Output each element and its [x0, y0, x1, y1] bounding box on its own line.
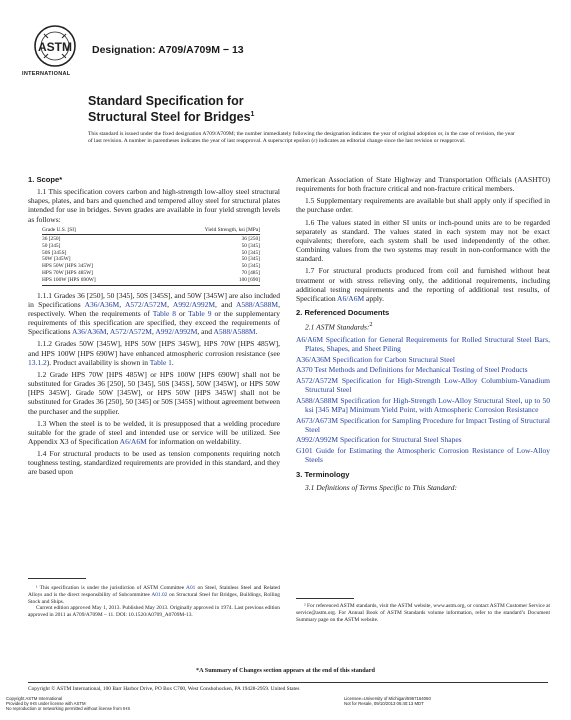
ref-code-link[interactable]: A370	[296, 365, 313, 375]
ref-link-a992[interactable]: A992/A992M	[172, 299, 216, 309]
grade-cell: HPS 50W [HPS 345W]	[42, 263, 93, 270]
ref-link-a6[interactable]: A6/A6M	[119, 437, 147, 446]
ref-link-a992[interactable]: A992/A992M	[155, 327, 198, 337]
logo-international-text: INTERNATIONAL	[22, 71, 71, 77]
reference-list	[296, 335, 550, 465]
scope-heading: 1. Scope*	[28, 175, 63, 184]
grade-cell: 50W [345W]	[42, 256, 71, 263]
list-item: A370 Test Methods and Definitions for Mechanical Testing of Steel Products	[296, 365, 528, 375]
paragraph-1-1: 1.1 This specification covers carbon and high-strength low-alloy steel structural shapes, plates, and bars and quenched and tempered alloy steel for structural plates intended for use in bridges. Seven grades are available in four yield strength levels as follows:	[28, 187, 280, 224]
license-right	[344, 696, 431, 706]
license-line: Not for Resale, 09/10/2013 06:40:13 MDT	[344, 701, 424, 707]
title-line-2	[88, 108, 448, 124]
copyright-line: Copyright © ASTM International, 100 Barr Harbor Drive, PO Box C700, West Conshohocken, PA 19428-2959. United States	[28, 682, 548, 692]
paragraph-1-7: 1.7 For structural products produced from coil and furnished without heat treatment or with stress relieving only, the additional requirements, including additional testing requirements and the reporting of additional test results, of Specification A6/A6M apply.	[296, 266, 550, 303]
yield-cell: 50 [345]	[241, 256, 260, 263]
terminology-heading: 3. Terminology	[296, 470, 350, 480]
title-footnote-mark: 1	[250, 111, 255, 118]
table-8-link[interactable]: Table 8	[152, 308, 177, 318]
yield-cell: 36 [250]	[241, 236, 260, 243]
table-row	[42, 243, 260, 250]
ref-link-a588[interactable]: A588/A588M	[236, 299, 279, 309]
license-line: Copyright ASTM International	[6, 696, 63, 701]
ref-code-link[interactable]: G101	[296, 446, 313, 456]
list-item: A36/A36M Specification for Carbon Structural Steel	[296, 354, 455, 364]
footnote-divider-left	[28, 578, 86, 579]
ref-code-link[interactable]: A673/A673M	[296, 415, 339, 425]
ref-code-link[interactable]: A992/A992M	[296, 435, 339, 445]
grades-col-grade: Grade U.S. [SI]	[42, 227, 149, 235]
ref-link-a36[interactable]: A36/A36M	[84, 299, 120, 309]
grade-cell: HPS 100W [HPS 690W]	[42, 277, 149, 285]
paragraph-1-1-1: 1.1.1 Grades 36 [250], 50 [345], 50S [345S], and 50W [345W] are also included in Specifications A36/A36M, A572/A572M, A992/A992M, and A588/A588M, respectively. When the requirements of Table 8 or Table 9 or the supplementary requirements of this specification are specified, they exceed the requirements of Specifications A36/A36M, A572/A572M, A992/A992M, and A588/A588M.	[28, 290, 280, 337]
list-item: A673/A673M Specification for Sampling Procedure for Impact Testing of Structural Steel	[296, 415, 550, 434]
list-item: G101 Guide for Estimating the Atmospheric Corrosion Resistance of Low-Alloy Steels	[296, 446, 550, 465]
footnote-2	[296, 603, 550, 623]
title-line-2-text: Structural Steel for Bridges	[88, 110, 251, 125]
yield-cell: 70 [485]	[241, 270, 260, 277]
ref-link-a572[interactable]: A572/A572M	[125, 299, 168, 309]
table-row	[42, 250, 260, 257]
ref-link-a6[interactable]: A6/A6M	[337, 293, 365, 303]
table-row	[42, 263, 260, 270]
yield-cell: 50 [345]	[241, 263, 260, 270]
list-item: A6/A6M Specification for General Requirements for Rolled Structural Steel Bars, Plates, Shapes, and Sheet Piling	[296, 334, 550, 353]
footnote-divider-right	[296, 598, 354, 599]
grades-col-yield: Yield Strength, ksi [MPa]	[149, 227, 260, 235]
yield-cell: 100 [690]	[149, 277, 260, 285]
ref-link-a36[interactable]: A36/A36M	[71, 327, 107, 337]
table-1-link[interactable]: Table 1	[149, 357, 172, 367]
table-row	[42, 270, 260, 277]
grade-cell: 50S [345S]	[42, 249, 67, 256]
license-left	[6, 696, 130, 711]
table-row	[42, 256, 260, 263]
yield-cell: 50 [345]	[241, 249, 260, 256]
astm-standards-subheading: 2.1 ASTM Standards:$^2$	[305, 321, 373, 332]
subcommittee-a01-02-link[interactable]: A01.02	[151, 591, 168, 598]
issuance-note: This standard is issued under the fixed designation A709/A709M; the number immediately following the designation indicates the year of original adoption or, in the case of revision, the year of last revision. A number in parentheses indicates the year of last reapproval. A superscript epsilon (ε) indicates an editorial change since the last revision or reapproval.	[88, 131, 515, 145]
grades-table-header	[42, 227, 260, 235]
list-item: A992/A992M Specification for Structural Steel Shapes	[296, 435, 462, 445]
standards-footnote-mark: 2	[369, 321, 373, 329]
ref-link-a572[interactable]: A572/A572M	[109, 327, 152, 337]
paragraph-1-2: 1.2 Grade HPS 70W [HPS 485W] or HPS 100W [HPS 690W] shall not be substituted for Grades 36 [250], 50 [345], 50S [345S], 50W [345W], or HPS 50W [HPS 345W]. Grade 50W [345W], or HPS 50W [HPS 345W] shall not be substituted for Grades 36 [250], 50 [345] or 50S [345S] without agreement between the purchaser and the supplier.	[28, 369, 280, 416]
license-line: Provided by IHS under license with ASTM	[6, 701, 86, 707]
footnote-1-edition: Current edition approved May 1, 2013. Published May 2013. Originally approved in 1974. Last previous edition approved in 2011 as A709/A709M – 11. DOI: 10.1520/A0709_A0709M-13.	[28, 605, 280, 619]
paragraph-1-3: 1.3 When the steel is to be welded, it is presupposed that a welding procedure suitable for the grade of steel and intended use or service will be utilized. See Appendix X3 of Specification A6/A6M for information on weldability.	[28, 418, 280, 446]
ref-code-link[interactable]: A36/A36M	[296, 354, 331, 364]
svg-text:ASTM: ASTM	[38, 40, 72, 54]
grades-table	[42, 227, 260, 286]
section-13-1-2-link[interactable]: 13.1.2	[28, 357, 47, 367]
yield-cell: 50 [345]	[241, 242, 260, 249]
ref-code-link[interactable]: A6/A6M	[296, 334, 324, 344]
summary-of-changes-note: *A Summary of Changes section appears at the end of this standard	[196, 667, 375, 674]
ref-code-link[interactable]: A588/A588M	[296, 395, 339, 405]
grade-cell: HPS 70W [HPS 485W]	[42, 270, 93, 277]
title-line-1: Standard Specification for	[88, 94, 244, 108]
footnote-1-text: ¹ This specification is under the jurisdiction of ASTM Committee A01 on Steel, Stainless Steel and Related Alloys and is the direct responsibility of Subcommittee A01.02 on Structural Steel for Bridges, Buildings, Rolling Stock and Ships.	[28, 585, 280, 605]
license-line: No reproduction or networking permitted without license from IHS	[6, 706, 131, 712]
committee-a01-link[interactable]: A01	[186, 585, 196, 591]
paragraph-1-4: 1.4 For structural products to be used as tension components requiring notch toughness testing, standardized requirements are provided in this standard, and they are based upon	[28, 449, 280, 477]
license-line: Licensee=University of Michigan/5967164060	[344, 696, 431, 701]
list-item: A588/A588M Specification for High-Strength Low-Alloy Structural Steel, up to 50 ksi [345 MPa] Minimum Yield Point, with Atmospheric Corrosion Resistance	[296, 395, 550, 414]
grade-cell: 36 [250]	[42, 236, 61, 243]
footnote-2-text: ² For referenced ASTM standards, visit the ASTM website, www.astm.org, or contact ASTM Customer Service at service@astm.org. For Annual Book of ASTM Standards volume information, refer to the standard’s Document Summary page on the ASTM website.	[296, 603, 550, 623]
list-item: A572/A572M Specification for High-Strength Low-Alloy Columbium-Vanadium Structural Steel	[296, 375, 550, 395]
table-9-link[interactable]: Table 9	[188, 308, 212, 318]
paragraph-1-6: 1.6 The values stated in either SI units or inch-pound units are to be regarded separately as standard. The values stated in each system may not be exact equivalents; therefore, each system shall be used independently of the other. Combining values from the two systems may result in non-conformance with the standard.	[296, 217, 550, 264]
terminology-subheading: 3.1 Definitions of Terms Specific to This Standard:	[305, 482, 457, 492]
references-heading: 2. Referenced Documents	[296, 308, 390, 318]
footnote-1	[28, 585, 280, 619]
ref-code-link[interactable]: A572/A572M	[296, 375, 339, 385]
ref-link-a588[interactable]: A588/A588M	[213, 327, 256, 337]
right-column	[296, 175, 550, 495]
table-row	[42, 235, 260, 243]
astm-logo	[32, 24, 78, 76]
designation: Designation: A709/A709M − 13	[92, 44, 244, 56]
left-column	[28, 175, 280, 480]
document-title	[88, 94, 448, 124]
paragraph-1-5: 1.5 Supplementary requirements are available but shall apply only if specified in the purchase order.	[296, 196, 550, 215]
table-row	[42, 277, 260, 285]
paragraph-1-1-2: 1.1.2 Grades 50W [345W], HPS 50W [HPS 345W], HPS 70W [HPS 485W], and HPS 100W [HPS 690W] have enhanced atmospheric corrosion resistance (see 13.1.2). Product availability is shown in Table 1.	[28, 339, 280, 367]
paragraph-1-4-continued: American Association of State Highway and Transportation Officials (AASHTO) requirements for both fracture critical and non-fracture critical members.	[296, 175, 550, 194]
grade-cell: 50 [345]	[42, 242, 61, 249]
